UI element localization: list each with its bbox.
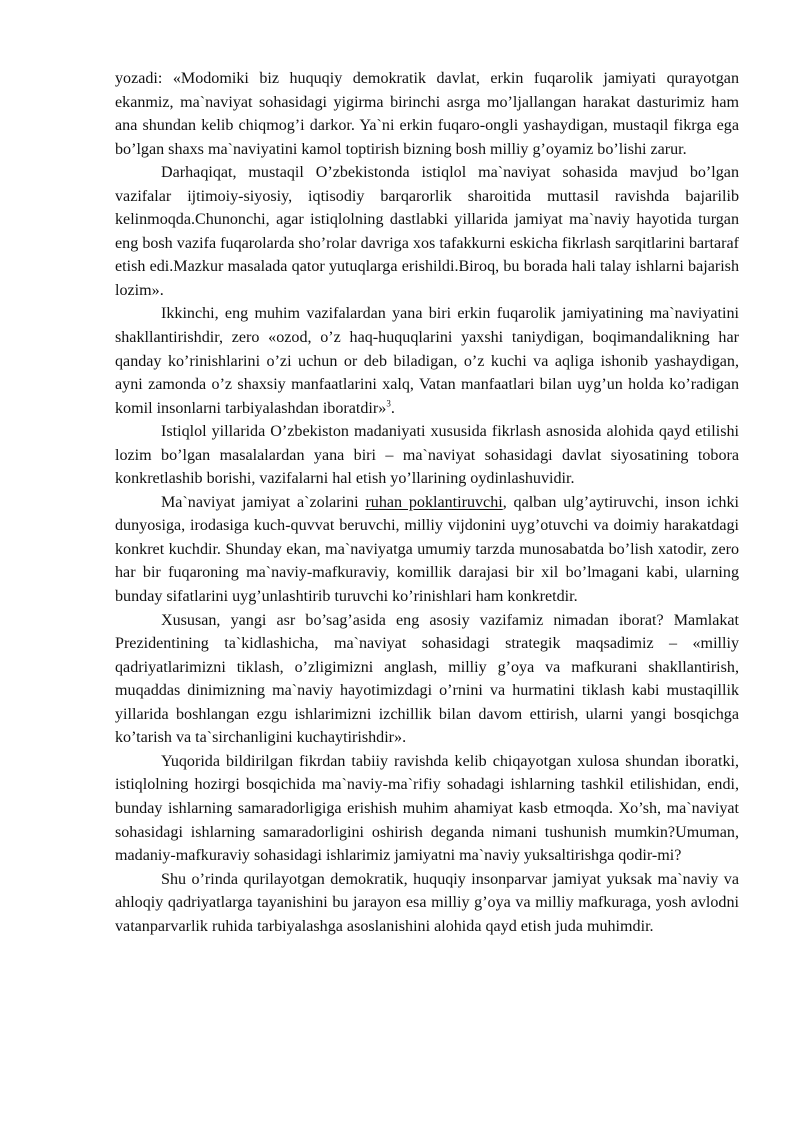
paragraph-3-text: Ikkinchi, eng muhim vazifalardan yana biri erkin fuqarolik jamiyatining ma`naviyatini shakllantirishdir, zero «ozod, o’z haq-huquqlarini yaxshi taniydigan, boqimandalikning har qanday ko’rinishlarini o’zi uchun or deb biladigan, o’z kuchi va aqliga ishonib yashaydigan, ayni zamonda o’z shaxsiy manfaatlarini xalq, Vatan manfaatlari bilan uyg’un holda ko’radigan komil insonlarni tarbiyalashdan iboratdir» <box>115 305 739 417</box>
document-page <box>115 67 739 938</box>
paragraph-1: yozadi: «Modomiki biz huquqiy demokratik davlat, erkin fuqarolik jamiyati qurayotgan ekanmiz, ma`naviyat sohasidagi yigirma birinchi asrga mo’ljallangan harakat dasturimiz ham ana shundan kelib chiqmog’i darkor. Ya`ni erkin fuqaro-ongli yashaydigan, mustaqil fikrga ega bo’lgan shaxs ma`naviyatini kamol toptirish bizning bosh milliy g’oyamiz bo’lishi zarur. <box>115 70 739 158</box>
paragraph-5-rest: , qalban ulg’aytiruvchi, inson ichki dunyosiga, irodasiga kuch-quvvat beruvchi, milliy vijdonini uyg’otuvchi va doimiy harakatdagi konkret kuchdir. Shunday ekan, ma`naviyatga umumiy tarzda munosabatda bo’lish xatodir, zero har bir fuqaroning ma`naviy-mafkuraviy, komillik darajasi bir xil bo’lmagani kabi, ularning bunday sifatlarini uyg’unlashtirib turuvchi ko’rinishlari ham konkretdir. <box>115 493 739 606</box>
paragraph-3-end: . <box>390 399 395 417</box>
paragraph-5 <box>115 491 739 609</box>
paragraph-2: Darhaqiqat, mustaqil O’zbekistonda istiqlol ma`naviyat sohasida mavjud bo’lgan vazifalar ijtimoiy-siyosiy, iqtisodiy barqarorlik sharoitida muttasil ravishda bajarilib kelinmoqda.Chunonchi, agar istiqlolning dastlabki yillarida jamiyat ma`naviy hayotida turgan eng bosh vazifa fuqarolarda sho’rolar davriga xos tafakkurni eskicha fikrlash sarqitlarini bartaraf etish edi.Mazkur masalada qator yutuqlarga erishildi.Biroq, bu borada hali talay ishlarni bajarish lozim». <box>115 164 739 299</box>
paragraph-7: Yuqorida bildirilgan fikrdan tabiiy ravishda kelib chiqayotgan xulosa shundan iboratki, istiqlolning hozirgi bosqichida ma`naviy-ma`rifiy sohadagi ishlarning tashkil etilishidan, endi, bunday ishlarning samaradorligiga erishish muhim ahamiyat kasb etmoqda. Xo’sh, ma`naviyat sohasidagi ishlarning samaradorligini oshirish deganda nimani tushunish mumkin?Umuman, madaniy-mafkuraviy sohasidagi ishlarimiz jamiyatni ma`naviy yuksaltirishga qodir-mi? <box>115 752 739 865</box>
paragraph-3 <box>115 302 739 420</box>
footnote-ref-3[interactable]: 3 <box>386 398 391 409</box>
paragraph-4: Istiqlol yillarida O’zbekiston madaniyati xususida fikrlash asnosida alohida qayd etilishi lozim bo’lgan masalalardan yana biri – ma`naviyat sohasidagi davlat siyosatining tobora konkretlashib borishi, vazifalarni hal etish yo’llarining oydinlashuvidir. <box>115 423 739 488</box>
paragraph-6: Xususan, yangi asr bo’sag’asida eng asosiy vazifamiz nimadan iborat? Mamlakat Prezidentining ta`kidlashicha, ma`naviyat sohasidagi strategik maqsadimiz – «milliy qadriyatlarimizni tiklash, o’zligimizni anglash, milliy g’oya va mafkurani shakllantirish, muqaddas dinimizning ma`naviy hayotimizdagi o’rnini va hurmatini tiklash kabi mustaqillik yillarida boshlangan ezgu ishlarimizni izchillik bilan davom ettirish, ularni yangi bosqichga ko’tarish va ta`sirchanligini kuchaytirishdir». <box>115 611 739 747</box>
paragraph-5-start: Ma`naviyat jamiyat a`zolarini <box>161 493 366 511</box>
underlined-phrase: ruhan poklantiruvchi <box>365 493 503 511</box>
paragraph-8: Shu o’rinda qurilayotgan demokratik, huquqiy insonparvar jamiyat yuksak ma`naviy va ahloqiy qadriyatlarga tayanishini bu jarayon esa milliy g’oya va milliy mafkuraga, yosh avlodni vatanparvarlik ruhida tarbiyalashga asoslanishini alohida qayd etish juda muhimdir. <box>115 870 739 935</box>
